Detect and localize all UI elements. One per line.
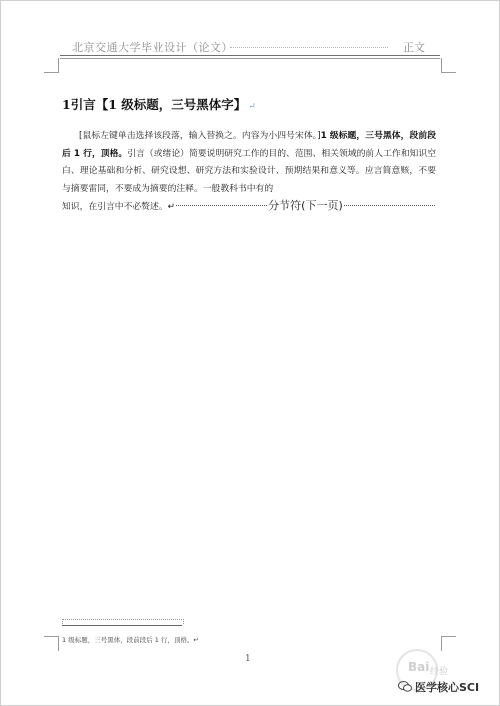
watermark-subtext: 经验 (430, 667, 449, 677)
paragraph-mark-icon: ↵ (248, 102, 256, 112)
section-break-dots-right (344, 205, 435, 206)
header-section-label[interactable]: 正文 (403, 41, 425, 54)
section-break-label: 分节符(下一页) (268, 199, 343, 212)
crop-mark-bottom-right (441, 636, 456, 651)
header-title[interactable]: 北京交通大学毕业设计（论文） (72, 41, 233, 54)
header-rule-thick (60, 55, 440, 56)
wechat-icon (398, 681, 412, 692)
watermark-logo-text: 医学核心SCI (415, 681, 480, 694)
body-tail-text: 知识，在引言中不必赘述。↵ (62, 201, 175, 212)
footnote-separator-box (62, 619, 184, 624)
body-paragraph[interactable] (62, 128, 436, 198)
body-description: 引言（或绪论）简要说明研究工作的目的、范围、相关领域的前人工作和知识空白、理论基础和分析、研究设想、研究方法和实验设计、预期结果和意义等。应言简意赅，不要与摘要雷同，不要成为摘要的注释。一般教科书中有的 (62, 148, 436, 194)
crop-mark-top-right (441, 58, 456, 73)
page-number: 1 (245, 654, 251, 664)
chapter-heading-text: 1引言【1 级标题，三号黑体字】 (62, 97, 247, 112)
crop-mark-bottom-left (44, 636, 59, 651)
body-bold-note: 1 级标题，三号黑体，段前段后 1 行，顶格。 (62, 131, 437, 159)
watermark-text: Bai (408, 660, 430, 674)
header-dot-leader (230, 47, 388, 48)
body-last-line[interactable] (62, 197, 436, 213)
footnote-text[interactable]: 1 级标题，三号黑体，段前段后 1 行，顶格。↵ (62, 636, 199, 644)
footnote-separator (62, 625, 182, 626)
chapter-heading[interactable] (62, 95, 256, 113)
body-instruction: [鼠标左键单击选择该段落，输入替换之。内容为小四号宋体。] (79, 131, 321, 141)
header-rule-thin (60, 58, 440, 59)
section-break-dots-left (176, 205, 267, 206)
crop-mark-top-left (44, 58, 59, 73)
